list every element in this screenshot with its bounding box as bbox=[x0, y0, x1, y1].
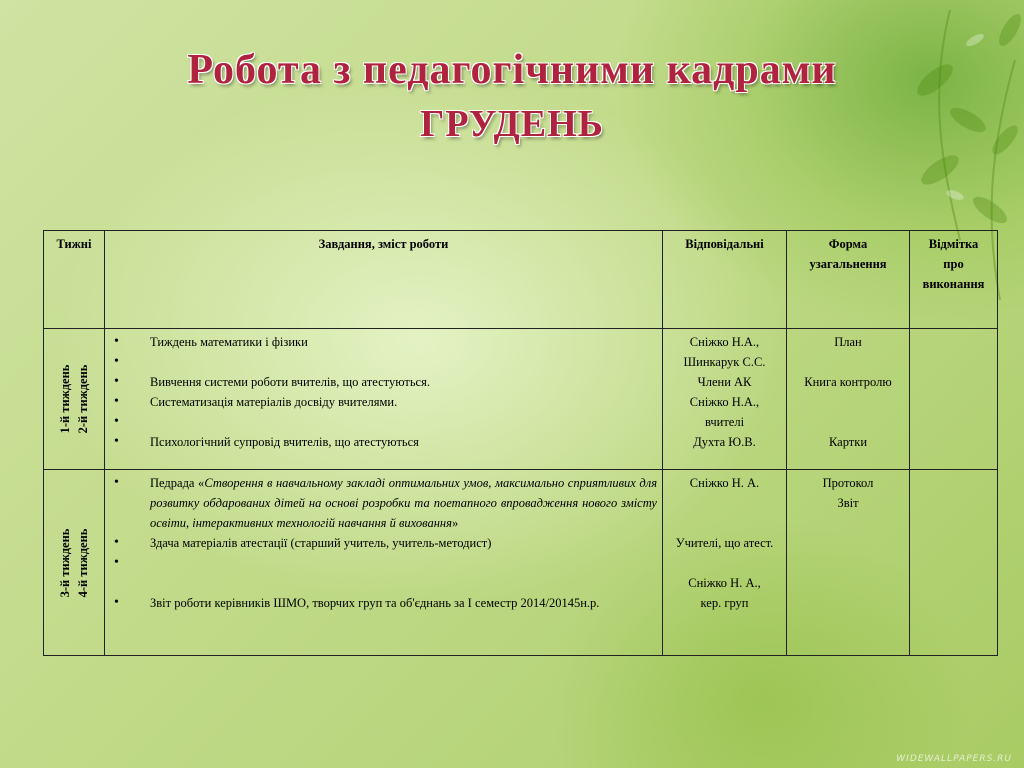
week-label bbox=[56, 365, 92, 434]
form-item: Книга контролю bbox=[804, 375, 892, 389]
page-title: Робота з педагогічними кадрами bbox=[187, 47, 837, 93]
form-cell bbox=[787, 470, 910, 656]
header-responsible: Відповідальні bbox=[663, 231, 787, 329]
table-row bbox=[44, 329, 998, 470]
task-item bbox=[110, 473, 657, 533]
responsible-name: кер. груп bbox=[700, 596, 749, 610]
responsible-name: Шинкарук С.С. bbox=[683, 355, 766, 369]
header-weeks: Тижні bbox=[44, 231, 105, 329]
form-cell bbox=[787, 329, 910, 470]
header-mark-line3: виконання bbox=[922, 277, 985, 291]
week-label-line1: 1-й тиждень bbox=[58, 364, 72, 434]
watermark: WIDEWALLPAPERS.RU bbox=[896, 754, 1012, 764]
task-spacer bbox=[110, 412, 657, 432]
task-item: • Вивчення системи роботи вчителів, що атестуються. bbox=[110, 372, 657, 392]
responsible-name: Духта Ю.В. bbox=[693, 435, 756, 449]
form-item: План bbox=[834, 335, 862, 349]
week-cell bbox=[44, 329, 105, 470]
responsible-name: Сніжко Н.А., bbox=[689, 395, 760, 409]
task-spacer bbox=[110, 553, 657, 593]
tasks-cell bbox=[105, 329, 663, 470]
responsible-name: Члени АК bbox=[697, 375, 752, 389]
week-label-line1: 3-й тиждень bbox=[58, 528, 72, 597]
responsible-name: Сніжко Н. А. bbox=[689, 476, 760, 490]
responsible-cell bbox=[663, 470, 787, 656]
mark-cell bbox=[910, 470, 998, 656]
table-row bbox=[44, 470, 998, 656]
week-label-line2: 4-й тиждень bbox=[76, 528, 90, 597]
header-form-line2: узагальнення bbox=[809, 257, 887, 271]
task-item: • Звіт роботи керівників ШМО, творчих груп та об'єднань за І семестр 2014/20145н.р. bbox=[110, 593, 657, 613]
header-mark bbox=[910, 231, 998, 329]
task-topic: Створення в навчальному закладі оптимальних умов, максимально сприятливих для розвитку обдарованих дітей на основі розробки та поетапного впровадження нового змісту освіти, інтерактивних технологій навчання й виховання bbox=[150, 476, 658, 530]
page-subtitle-month: ГРУДЕНЬ bbox=[420, 103, 604, 145]
header-mark-line1: Відмітка bbox=[928, 237, 979, 251]
responsible-name: Учителі, що атест. bbox=[675, 536, 774, 550]
responsible-name: Сніжко Н.А., bbox=[689, 335, 760, 349]
task-item: • Систематизація матеріалів досвіду вчителями. bbox=[110, 392, 657, 412]
responsible-spacer bbox=[668, 493, 781, 533]
week-cell bbox=[44, 470, 105, 656]
task-prefix: Педрада « bbox=[150, 476, 205, 490]
responsible-spacer bbox=[668, 553, 781, 573]
responsible-cell bbox=[663, 329, 787, 470]
tasks-cell bbox=[105, 470, 663, 656]
task-item: • Тиждень математики і фізики bbox=[110, 332, 657, 352]
header-form-line1: Форма bbox=[828, 237, 868, 251]
task-list bbox=[110, 332, 657, 452]
task-item: • Здача матеріалів атестації (старший учитель, учитель-методист) bbox=[110, 533, 657, 553]
mark-cell bbox=[910, 329, 998, 470]
task-suffix: » bbox=[451, 516, 459, 530]
task-list bbox=[110, 473, 657, 613]
form-spacer bbox=[792, 392, 904, 432]
responsible-name: вчителі bbox=[704, 415, 745, 429]
task-spacer bbox=[110, 352, 657, 372]
week-label bbox=[56, 528, 92, 597]
form-item: Звіт bbox=[837, 496, 859, 510]
week-label-line2: 2-й тиждень bbox=[76, 364, 90, 434]
responsible-name: Сніжко Н. А., bbox=[688, 576, 761, 590]
form-item: Картки bbox=[828, 435, 868, 449]
work-plan-table bbox=[43, 230, 998, 656]
header-form bbox=[787, 231, 910, 329]
table-header-row bbox=[44, 231, 998, 329]
form-item: Протокол bbox=[822, 476, 874, 490]
header-mark-line2: про bbox=[943, 257, 964, 271]
header-tasks: Завдання, зміст роботи bbox=[105, 231, 663, 329]
task-item: • Психологічний супровід вчителів, що атестуються bbox=[110, 432, 657, 452]
form-spacer bbox=[792, 352, 904, 372]
